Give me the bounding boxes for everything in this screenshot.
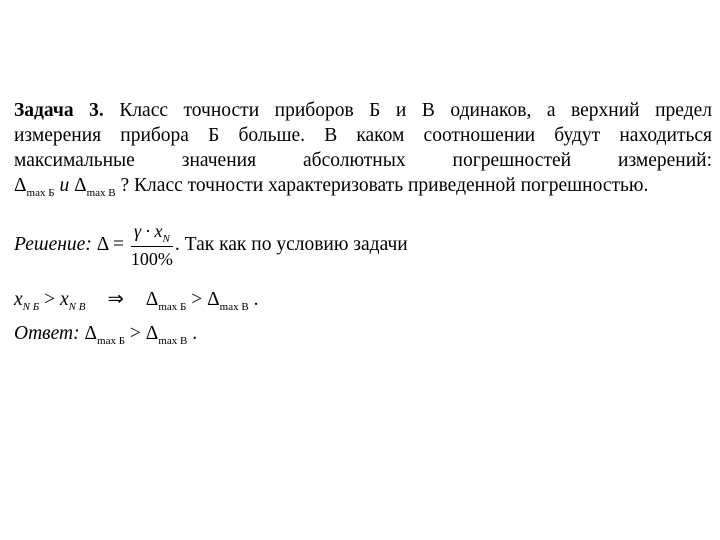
inequality-line [14,287,258,311]
solution-line [14,220,408,271]
delta-subscript: max В [219,301,249,313]
task-line-1 [14,98,712,123]
delta-symbol: Δ [14,175,27,196]
formula-fraction [131,220,173,271]
task-statement [14,98,712,201]
delta-subscript: max Б [158,301,187,313]
delta-symbol: Δ [74,175,87,196]
numerator-text: γ · x [133,221,163,241]
answer-label: Ответ: [14,323,80,344]
task-text-1: Класс точности приборов Б и В одинаков, а верхний предел [119,100,713,121]
delta-subscript: max В [158,335,188,347]
x-subscript: N В [68,301,86,313]
period: . [248,289,259,310]
x-symbol: x [59,289,69,310]
task-label: Задача 3. [14,100,104,121]
fraction-denominator: 100% [130,249,173,269]
period: . [187,323,198,344]
delta-symbol: Δ [84,323,98,344]
task-line-4 [14,173,712,201]
delta-subscript: max Б [97,335,126,347]
x-subscript: N Б [22,301,40,313]
task-text-4: ? Класс точности характеризовать приведенной погрешностью. [115,175,649,196]
task-line-3: максимальные значения абсолютных погрешностей измерений: [14,150,712,171]
x-symbol: x [14,289,23,310]
task-line-2: измерения прибора Б больше. В каком соотношении будут находиться [14,125,712,146]
fraction-numerator [131,220,173,247]
delta-subscript: max Б [26,187,55,199]
answer-line [14,323,197,345]
gt-sign: > [39,289,60,310]
delta-symbol: Δ [207,289,220,310]
gt-sign: > [186,289,208,310]
implies-arrow: ⇒ [107,289,124,310]
numerator-subscript: N [162,233,170,245]
gt-sign: > [125,323,146,344]
delta-symbol: Δ [145,323,159,344]
delta-symbol: Δ [145,289,159,310]
conjunction: и [54,175,75,196]
solution-text: . Так как по условию задачи [174,233,408,255]
solution-label: Решение: [14,233,92,255]
formula-lhs: Δ = [96,233,125,255]
delta-subscript: max В [86,187,116,199]
